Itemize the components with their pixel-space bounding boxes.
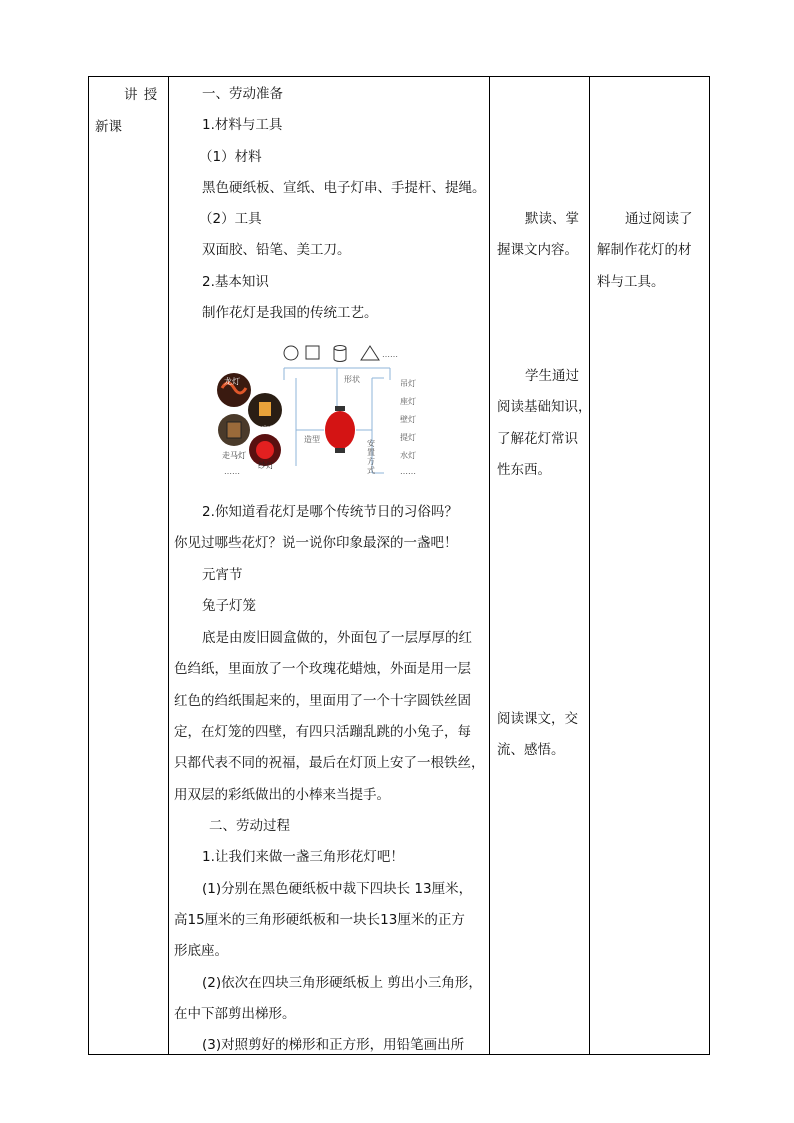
design-intent: 通过阅读了 <box>625 211 693 227</box>
subheading-basic-knowledge: 2.基本知识 <box>202 274 269 290</box>
materials-list: 黑色硬纸板、宣纸、电子灯串、手提杆、提绳。 <box>202 180 486 196</box>
triangle-shape-icon <box>361 346 379 360</box>
step3-line: (3)对照剪好的梯形和正方形，用铅笔画出所 <box>202 1037 465 1053</box>
lantern-name: 兔子灯笼 <box>202 598 256 614</box>
design-intent: 解制作花灯的材 <box>597 242 692 258</box>
lantern-type: …… <box>400 467 416 476</box>
lantern-desc-line: 只都代表不同的祝福，最后在灯顶上安了一根铁丝， <box>174 755 485 771</box>
tools-list: 双面胶、铅笔、美工刀。 <box>202 242 351 258</box>
lantern-desc-line: 色绉纸，里面放了一个玫瑰花蜡烛，外面是用一层 <box>174 661 471 677</box>
dragon-lantern-photo <box>217 373 251 407</box>
design-intent: 料与工具。 <box>597 274 665 290</box>
diagram-label-install: 置 <box>367 448 375 457</box>
student-activity-column <box>490 77 590 1055</box>
question-line1: 2.你知道看花灯是哪个传统节日的习俗吗？ <box>202 504 458 520</box>
lesson-plan-table <box>88 76 710 1055</box>
student-activity-2: 性东西。 <box>497 462 551 478</box>
lantern-knowledge-diagram <box>214 338 486 478</box>
ellipsis-dots: …… <box>382 350 398 359</box>
lantern-desc-line: 底是由废旧圆盒做的，外面包了一层厚厚的红 <box>202 630 472 646</box>
lantern-type: 座灯 <box>400 397 416 406</box>
photo-label: 走马灯 <box>222 451 246 460</box>
step1-line: 形底座。 <box>174 943 228 959</box>
lantern-desc-line: 定，在灯笼的四壁，有四只活蹦乱跳的小兔子，每 <box>174 724 471 740</box>
subheading-materials: （1）材料 <box>199 149 262 165</box>
stage-label-line2: 新课 <box>95 119 122 135</box>
diagram-label-install: 方 <box>367 457 375 466</box>
subheading-tools: （2）工具 <box>199 211 262 227</box>
stage-column <box>89 77 169 1055</box>
lantern-type: 提灯 <box>400 433 416 442</box>
gauze-lantern-photo <box>249 434 281 470</box>
diagram-label-install: 式 <box>367 466 375 475</box>
student-activity-2: 了解花灯常识 <box>497 431 578 447</box>
lantern-diagram-svg <box>214 338 486 478</box>
step2-line: 在中下部剪出梯形。 <box>174 1006 296 1022</box>
student-activity-3: 流、感悟。 <box>497 742 565 758</box>
square-shape-icon <box>306 346 319 359</box>
subheading-materials-tools: 1.材料与工具 <box>202 117 283 133</box>
diagram-label-install: 安 <box>367 439 375 448</box>
student-activity-2: 学生通过 <box>525 368 579 384</box>
photo-ellipsis: …… <box>224 467 240 476</box>
lantern-type: 壁灯 <box>400 415 416 424</box>
stage-label-line1: 讲 授 <box>124 87 159 103</box>
teaching-content-column <box>169 77 490 1055</box>
lantern-desc-line: 红色的绉纸围起来的，里面用了一个十字圆铁丝固 <box>174 693 471 709</box>
palace-lantern-photo <box>248 393 282 434</box>
lantern-type: 吊灯 <box>400 379 416 388</box>
photo-label: 龙灯 <box>224 377 240 386</box>
lantern-desc-line: 用双层的彩纸做出的小棒来当提手。 <box>174 787 390 803</box>
process-step-title: 1.让我们来做一盏三角形花灯吧！ <box>202 849 404 865</box>
student-activity-3: 阅读课文，交 <box>497 711 578 727</box>
student-activity-1: 默读、掌 <box>525 211 579 227</box>
section-heading-preparation: 一、劳动准备 <box>202 86 283 102</box>
revolving-lantern-photo <box>218 414 250 460</box>
photo-label: 纱灯 <box>258 461 274 470</box>
diagram-label-make: 造型 <box>304 435 320 444</box>
cylinder-shape-icon <box>334 346 346 362</box>
lantern-type: 水灯 <box>400 451 416 460</box>
red-lantern-icon <box>325 406 355 453</box>
question-line2: 你见过哪些花灯？说一说你印象最深的一盏吧！ <box>174 535 458 551</box>
diagram-label-shape: 形状 <box>344 375 360 384</box>
step2-line: (2)依次在四块三角形硬纸板上 剪出小三角形， <box>202 975 482 991</box>
knowledge-text: 制作花灯是我国的传统工艺。 <box>202 305 378 321</box>
festival-answer: 元宵节 <box>202 567 243 583</box>
step1-line: (1)分别在黑色硬纸板中裁下四块长 13厘米， <box>202 881 473 897</box>
section-heading-process: 二、劳动过程 <box>209 818 290 834</box>
student-activity-2: 阅读基础知识， <box>497 399 592 415</box>
step1-line: 高15厘米的三角形硬纸板和一块长13厘米的正方 <box>174 912 465 928</box>
circle-shape-icon <box>284 346 298 360</box>
student-activity-1: 握课文内容。 <box>497 242 578 258</box>
design-intent-column <box>590 77 710 1055</box>
photo-label: 宫灯 <box>261 425 277 434</box>
